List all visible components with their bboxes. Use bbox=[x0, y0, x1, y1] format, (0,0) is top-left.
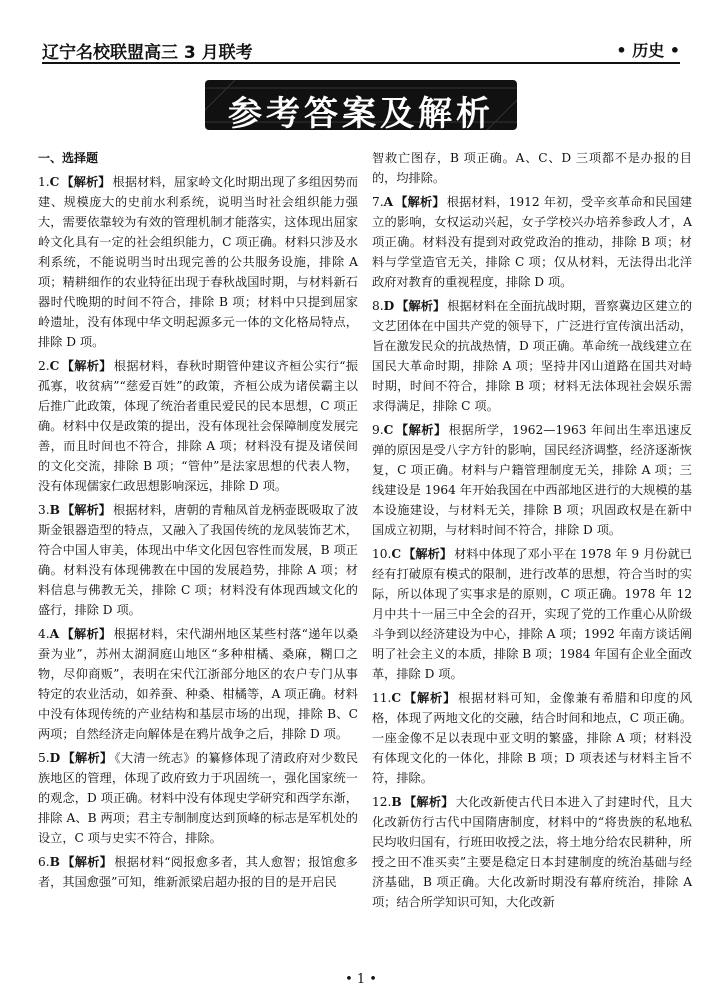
answer-item bbox=[38, 356, 358, 496]
question-number: 3. bbox=[38, 503, 50, 517]
question-number: 2. bbox=[38, 359, 50, 373]
analysis-text: 根据材料，春秋时期管仲建议齐桓公实行“振孤寡，收贫病”“慈爱百姓”的政策，齐桓公成为诸侯霸主以后推广此政策，体现了统治者重民爱民的民本思想，C 项正确。材料中仅是政策的提出，没有体现社会保障制度发展完善，而且时间也不符合，排除 A 项；材料没有提及诸侯间的文化交流，排除 B 项；“管仲”是法家思想的代表人物，没有体现儒家仁政思想影响深远，排除 D 项。 bbox=[38, 359, 359, 493]
analysis-tag: 【解析】 bbox=[61, 359, 112, 373]
question-number: 10. bbox=[372, 547, 392, 561]
analysis-text: 根据材料，宋代湖州地区某些村落“递年以桑蚕为业”，苏州太湖洞庭山地区“多种柑橘、桑麻，糊口之物，尽仰商贩”，表明在宋代江浙部分地区的农户专门从事特定的农业活动，如养蚕、种桑、柑橘等，A 项正确。材料中没有体现传统的产业结构和基层市场的出现，排除 B、C 两项；自然经济走向解体是在鸦片战争之后，排除 D 项。 bbox=[38, 627, 359, 741]
answer-item bbox=[38, 748, 358, 848]
answer-letter: B bbox=[49, 855, 60, 869]
answer-letter: D bbox=[383, 299, 395, 313]
answer-item bbox=[38, 624, 358, 744]
answer-item bbox=[372, 296, 692, 416]
section-title: 一、选择题 bbox=[38, 151, 99, 165]
subject-label: • 历史 • bbox=[616, 41, 680, 60]
analysis-text: 大化改新使古代日本进入了封建时代，且大化改新仿行古代中国隋唐制度，材料中的“将贵族的私地私民均收归国有，行班田收授之法，将土地分给农民耕种，所授之田不准买卖”主要是稳定日本封建制度的统治基础与经济基础，B 项正确。大化改新时期没有幕府统治，排除 A 项；结合所学知识可知，大化改新 bbox=[372, 795, 693, 909]
analysis-text: 根据所学，1962—1963 年间出生率迅速反弹的原因是受八字方针的影响，国民经济调整，经济逐渐恢复，C 项正确。材料与户籍管理制度无关，排除 A 项；三线建设是 1964 年开始我国在中西部地区进行的大规模的基本设施建设，与材料无关，排除 B 项；巩固政权是在新中国成立初期，与材料时间不符合，排除 D 项。 bbox=[372, 423, 692, 537]
analysis-text: 材料中体现了邓小平在 1978 年 9 月份就已经有打破原有模式的限制，进行改革的思想，符合当时的实际，所以体现了实事求是的原则，C 项正确。1978 年 12 月中共十一届三中全会的召开，实现了党的工作重心从阶级斗争到以经济建设为中心，排除 A 项；1992 年南方谈话阐明了社会主义的本质，排除 B 项；1984 年国有企业全面改革，排除 D 项。 bbox=[372, 547, 692, 681]
question-number: 7. bbox=[372, 195, 384, 209]
question-number: 4. bbox=[38, 627, 50, 641]
analysis-tag: 【解析】 bbox=[403, 795, 454, 809]
answer-item bbox=[38, 172, 358, 352]
right-column bbox=[372, 148, 692, 916]
analysis-tag: 【解析】 bbox=[395, 195, 445, 209]
answer-letter: C bbox=[391, 691, 402, 705]
exam-title: 辽宁名校联盟高三 3 月联考 bbox=[42, 43, 253, 63]
answer-letter: C bbox=[391, 547, 402, 561]
analysis-tag: 【解析】 bbox=[403, 547, 453, 561]
analysis-text: 根据材料，1912 年初，受辛亥革命和民国建立的影响，女权运动兴起，女子学校兴办培养参政人才，A 项正确。材料没有提到对政党政治的推动，排除 B 项；材料与学堂造官无关，排除 C 项；仅从材料，无法得出北洋政府对教育的重视程度，排除 D 项。 bbox=[372, 195, 693, 289]
question-number: 5. bbox=[38, 751, 50, 765]
question-number: 12. bbox=[372, 795, 392, 809]
answer-item bbox=[372, 688, 692, 788]
answer-item bbox=[372, 544, 692, 684]
question-number: 8. bbox=[372, 299, 384, 313]
page-number: • 1 • bbox=[345, 972, 377, 987]
answer-letter: A bbox=[49, 627, 60, 641]
analysis-tag: 【解析】 bbox=[62, 751, 113, 765]
analysis-tag: 【解析】 bbox=[61, 627, 112, 641]
analysis-text: 根据材料在全面抗战时期，晋察冀边区建立的文艺团体在中国共产党的领导下，广泛进行宣传演出活动，旨在激发民众的抗战热情，D 项正确。革命统一战线建立在国民大革命时期，排除 A 项；坚持井冈山道路在国共对峙时期，时间不符合，排除 B 项；材料无法体现社会娱乐需求得满足，排除 C 项。 bbox=[372, 299, 693, 413]
answer-letter: C bbox=[383, 423, 394, 437]
question-number: 11. bbox=[372, 691, 392, 705]
analysis-tag: 【解析】 bbox=[403, 691, 457, 705]
answer-item bbox=[372, 420, 692, 540]
answer-continuation: 智救亡图存，B 项正确。A、C、D 三项都不是办报的目的，均排除。 bbox=[372, 151, 692, 185]
answer-item bbox=[38, 500, 358, 620]
analysis-tag: 【解析】 bbox=[61, 503, 112, 517]
answer-letter: B bbox=[49, 503, 60, 517]
right-answer-list bbox=[372, 192, 692, 912]
analysis-text: 根据材料可知，金像兼有希腊和印度的风格，体现了两地文化的交融，结合时间和地点，C 项正确。一座金像不足以表现中亚文明的繁盛，排除 A 项；材料没有体现文化的一体化，排除 B 项；D 项表述与材料主旨不符，排除。 bbox=[372, 691, 693, 785]
left-answer-list bbox=[38, 172, 358, 892]
left-column bbox=[38, 148, 358, 896]
analysis-tag: 【解析】 bbox=[61, 855, 113, 869]
answer-item bbox=[372, 792, 692, 912]
analysis-text: 《大清一统志》的纂修体现了清政府对少数民族地区的管理，体现了政府致力于巩固统一，强化国家统一的观念，D 项正确。材料中没有体现史学研究和西学东渐，排除 A、B 两项；君主专制制度达到顶峰的标志是军机处的设立，C 项与史实不符合，排除。 bbox=[38, 751, 359, 845]
answer-item bbox=[372, 192, 692, 292]
analysis-text: 根据材料，唐朝的青釉凤首龙柄壶既吸取了波斯金银器造型的特点，又融入了我国传统的龙凤装饰艺术，符合中国人审美，体现出中华文化因包容性而发展，B 项正确。材料没有体现佛教在中国的发展趋势，排除 A 项；材料信息与佛教无关，排除 C 项；材料没有体现西域文化的盛行，排除 D 项。 bbox=[38, 503, 359, 617]
title-banner bbox=[205, 80, 517, 130]
analysis-tag: 【解析】 bbox=[61, 175, 111, 189]
answer-letter: C bbox=[49, 359, 60, 373]
analysis-text: 根据材料，屈家岭文化时期出现了多组因势而建、规模庞大的史前水利系统，说明当时社会组织能力强大，需要依靠较为有效的管理机制才能落实，这体现出屈家岭文化具有一定的社会组织能力，C 项正确。材料只涉及水利系统，不能说明当时出现完善的公共服务设施，排除 A 项；精耕细作的农业特征出现于春秋战国时期，与材料新石器时代晚期的时间不符合，排除 B 项；材料中只提到屈家岭遗址，没有体现中华文明起源多元一体的文化格局特点，排除 D 项。 bbox=[38, 175, 359, 349]
question-number: 9. bbox=[372, 423, 384, 437]
page-header bbox=[42, 36, 680, 64]
banner-title: 参考答案及解析 bbox=[228, 94, 494, 130]
answer-letter: C bbox=[49, 175, 60, 189]
analysis-tag: 【解析】 bbox=[396, 299, 446, 313]
answer-letter: B bbox=[391, 795, 402, 809]
analysis-text: 根据材料“阅报愈多者，其人愈智；报馆愈多者，其国愈强”可知，维新派梁启超办报的目的是开启民 bbox=[38, 855, 358, 889]
question-number: 6. bbox=[38, 855, 50, 869]
analysis-tag: 【解析】 bbox=[395, 423, 447, 437]
answer-item bbox=[38, 852, 358, 892]
answer-letter: A bbox=[383, 195, 394, 209]
question-number: 1. bbox=[38, 175, 50, 189]
answer-letter: D bbox=[49, 751, 61, 765]
